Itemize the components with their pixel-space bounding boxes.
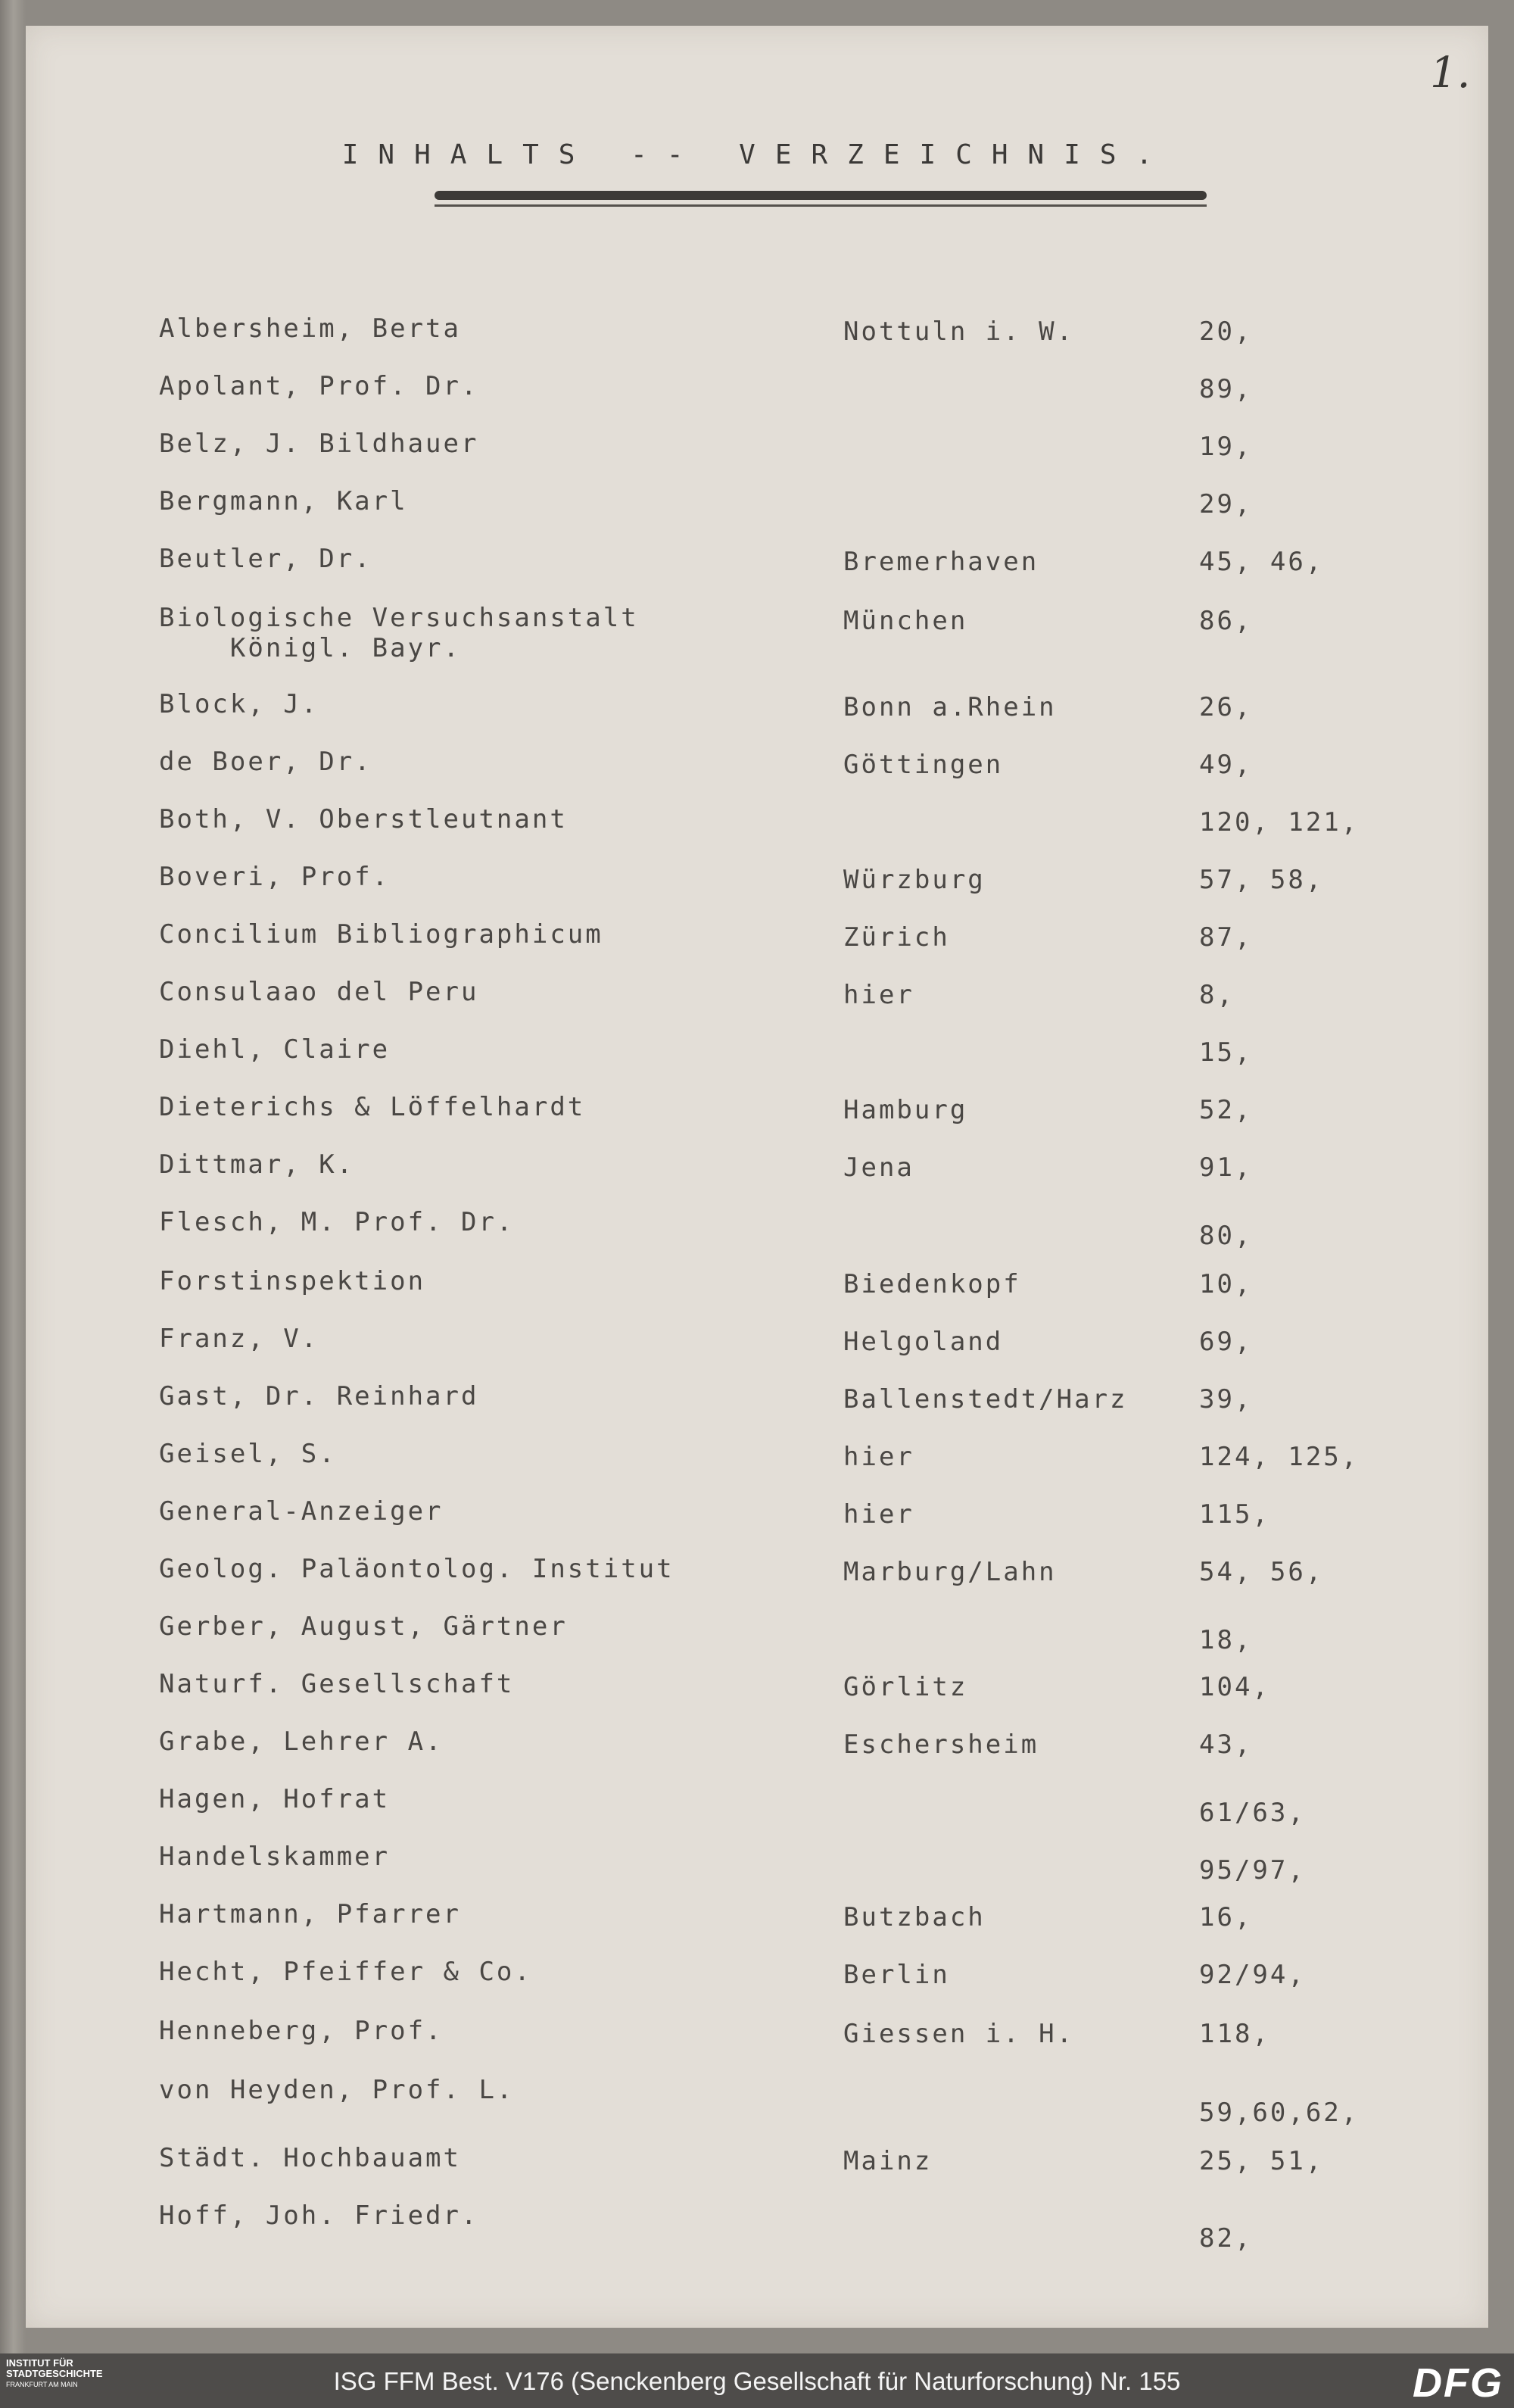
entry-pages: 26, — [1199, 692, 1253, 722]
index-entry — [26, 689, 1488, 742]
index-entry — [26, 371, 1488, 424]
entry-place: Giessen i. H. — [843, 2019, 1075, 2049]
entry-pages: 43, — [1199, 1730, 1253, 1760]
index-entry — [26, 1554, 1488, 1607]
index-entry — [26, 1207, 1488, 1260]
entry-name: Belz, J. Bildhauer — [159, 429, 479, 459]
entry-pages: 15, — [1199, 1037, 1253, 1068]
institute-line1: INSTITUT FÜR — [6, 2357, 73, 2369]
entry-pages: 104, — [1199, 1672, 1270, 1702]
entry-place: Göttingen — [843, 750, 1004, 780]
entry-name: Flesch, M. Prof. Dr. — [159, 1207, 515, 1237]
index-entry — [26, 486, 1488, 539]
index-entry — [26, 1381, 1488, 1434]
index-entry — [26, 1324, 1488, 1377]
entry-name: Franz, V. — [159, 1324, 319, 1354]
entry-name: Geisel, S. — [159, 1439, 337, 1469]
index-entry — [26, 1611, 1488, 1664]
entry-pages: 80, — [1199, 1221, 1253, 1251]
index-entry — [26, 2201, 1488, 2254]
entry-pages: 19, — [1199, 432, 1253, 462]
institute-line3: FRANKFURT AM MAIN — [6, 2381, 78, 2388]
entry-pages: 118, — [1199, 2019, 1270, 2049]
entry-pages: 45, 46, — [1199, 547, 1324, 577]
entry-name: Geolog. Paläontolog. Institut — [159, 1554, 674, 1584]
page-title: INHALTS -- VERZEICHNIS. — [341, 139, 1173, 170]
entry-pages: 8, — [1199, 980, 1235, 1010]
index-entry — [26, 544, 1488, 597]
entry-place: Marburg/Lahn — [843, 1557, 1057, 1587]
entry-pages: 49, — [1199, 750, 1253, 780]
entry-pages: 39, — [1199, 1384, 1253, 1415]
entry-place: Butzbach — [843, 1902, 986, 1932]
entry-pages: 54, 56, — [1199, 1557, 1324, 1587]
entry-pages: 25, 51, — [1199, 2146, 1324, 2176]
index-entry — [26, 804, 1488, 857]
entry-pages: 95/97, — [1199, 1855, 1306, 1886]
entry-name: Apolant, Prof. Dr. — [159, 371, 479, 401]
entry-pages: 69, — [1199, 1327, 1253, 1357]
index-entry — [26, 603, 1488, 663]
index-entry — [26, 2016, 1488, 2069]
entry-pages: 87, — [1199, 922, 1253, 953]
entry-place: hier — [843, 1499, 914, 1530]
entry-name: Gast, Dr. Reinhard — [159, 1381, 479, 1411]
index-entry — [26, 1842, 1488, 1895]
entry-place: Nottuln i. W. — [843, 317, 1075, 347]
page-number: 1. — [1430, 48, 1471, 98]
index-entry — [26, 1669, 1488, 1722]
entry-place: Bremerhaven — [843, 547, 1039, 577]
index-entry — [26, 2143, 1488, 2196]
entry-name: Dieterichs & Löffelhardt — [159, 1092, 586, 1122]
index-entry — [26, 1439, 1488, 1492]
entry-place: Zürich — [843, 922, 950, 953]
institute-line2: STADTGESCHICHTE — [6, 2368, 103, 2379]
entry-pages: 29, — [1199, 489, 1253, 519]
archive-caption: ISG FFM Best. V176 (Senckenberg Gesellschaft für Naturforschung) Nr. 155 — [333, 2367, 1181, 2395]
entry-place: Berlin — [843, 1960, 950, 1990]
entry-pages: 91, — [1199, 1153, 1253, 1183]
entry-name: Hoff, Joh. Friedr. — [159, 2201, 479, 2231]
index-entry — [26, 747, 1488, 800]
index-entry — [26, 1034, 1488, 1087]
entry-pages: 82, — [1199, 2223, 1253, 2254]
index-entry — [26, 1149, 1488, 1202]
entry-name: Boveri, Prof. — [159, 862, 391, 892]
index-entries — [26, 26, 1488, 2328]
entry-place: Würzburg — [843, 865, 986, 895]
entry-name: Grabe, Lehrer A. — [159, 1726, 444, 1757]
entry-name: Albersheim, Berta — [159, 313, 461, 344]
entry-place: Eschersheim — [843, 1730, 1039, 1760]
entry-name: Hecht, Pfeiffer & Co. — [159, 1957, 532, 1987]
entry-pages: 57, 58, — [1199, 865, 1324, 895]
entry-name: Beutler, Dr. — [159, 544, 372, 574]
entry-pages: 124, 125, — [1199, 1442, 1360, 1472]
index-entry — [26, 1092, 1488, 1145]
entry-place: München — [843, 606, 968, 636]
entry-pages: 120, 121, — [1199, 807, 1360, 837]
entry-place: Bonn a.Rhein — [843, 692, 1057, 722]
index-entry — [26, 1784, 1488, 1837]
entry-place: Jena — [843, 1153, 914, 1183]
index-entry — [26, 1266, 1488, 1319]
index-entry — [26, 1496, 1488, 1549]
entry-pages: 18, — [1199, 1625, 1253, 1655]
entry-place: Biedenkopf — [843, 1269, 1021, 1299]
entry-name: von Heyden, Prof. L. — [159, 2075, 515, 2105]
entry-pages: 61/63, — [1199, 1798, 1306, 1828]
entry-pages: 16, — [1199, 1902, 1253, 1932]
entry-place: Görlitz — [843, 1672, 968, 1702]
entry-name: Hagen, Hofrat — [159, 1784, 391, 1814]
entry-name: Handelskammer — [159, 1842, 391, 1872]
entry-name: Bergmann, Karl — [159, 486, 408, 516]
index-entry — [26, 977, 1488, 1030]
entry-pages: 10, — [1199, 1269, 1253, 1299]
index-entry — [26, 862, 1488, 915]
entry-pages: 20, — [1199, 317, 1253, 347]
archive-footer — [0, 2353, 1514, 2408]
entry-name: Henneberg, Prof. — [159, 2016, 444, 2046]
entry-pages: 59,60,62, — [1199, 2098, 1360, 2128]
entry-pages: 52, — [1199, 1095, 1253, 1125]
entry-place: Hamburg — [843, 1095, 968, 1125]
index-entry — [26, 1726, 1488, 1779]
entry-name: Diehl, Claire — [159, 1034, 391, 1065]
entry-pages: 89, — [1199, 374, 1253, 404]
entry-name: Städt. Hochbauamt — [159, 2143, 461, 2173]
entry-name: Gerber, August, Gärtner — [159, 1611, 568, 1642]
entry-place: hier — [843, 980, 914, 1010]
entry-place: Ballenstedt/Harz — [843, 1384, 1128, 1415]
entry-name: Both, V. Oberstleutnant — [159, 804, 568, 834]
entry-pages: 86, — [1199, 606, 1253, 636]
entry-name: Consulaao del Peru — [159, 977, 479, 1007]
entry-name: Forstinspektion — [159, 1266, 426, 1296]
entry-pages: 115, — [1199, 1499, 1270, 1530]
dfg-logo: DFG — [1413, 2360, 1503, 2406]
entry-name: Block, J. — [159, 689, 319, 719]
entry-name: General-Anzeiger — [159, 1496, 444, 1527]
index-entry — [26, 2075, 1488, 2128]
document-page — [26, 26, 1488, 2328]
entry-name: Naturf. Gesellschaft — [159, 1669, 515, 1699]
entry-place: hier — [843, 1442, 914, 1472]
index-entry — [26, 919, 1488, 972]
entry-pages: 92/94, — [1199, 1960, 1306, 1990]
entry-name: Dittmar, K. — [159, 1149, 355, 1180]
index-entry — [26, 313, 1488, 367]
index-entry — [26, 1957, 1488, 2010]
entry-name: Biologische Versuchsanstalt Königl. Bayr. — [159, 603, 639, 663]
index-entry — [26, 1899, 1488, 1952]
entry-name: de Boer, Dr. — [159, 747, 372, 777]
entry-place: Helgoland — [843, 1327, 1004, 1357]
entry-name: Hartmann, Pfarrer — [159, 1899, 461, 1929]
entry-name: Concilium Bibliographicum — [159, 919, 603, 950]
entry-place: Mainz — [843, 2146, 933, 2176]
index-entry — [26, 429, 1488, 482]
